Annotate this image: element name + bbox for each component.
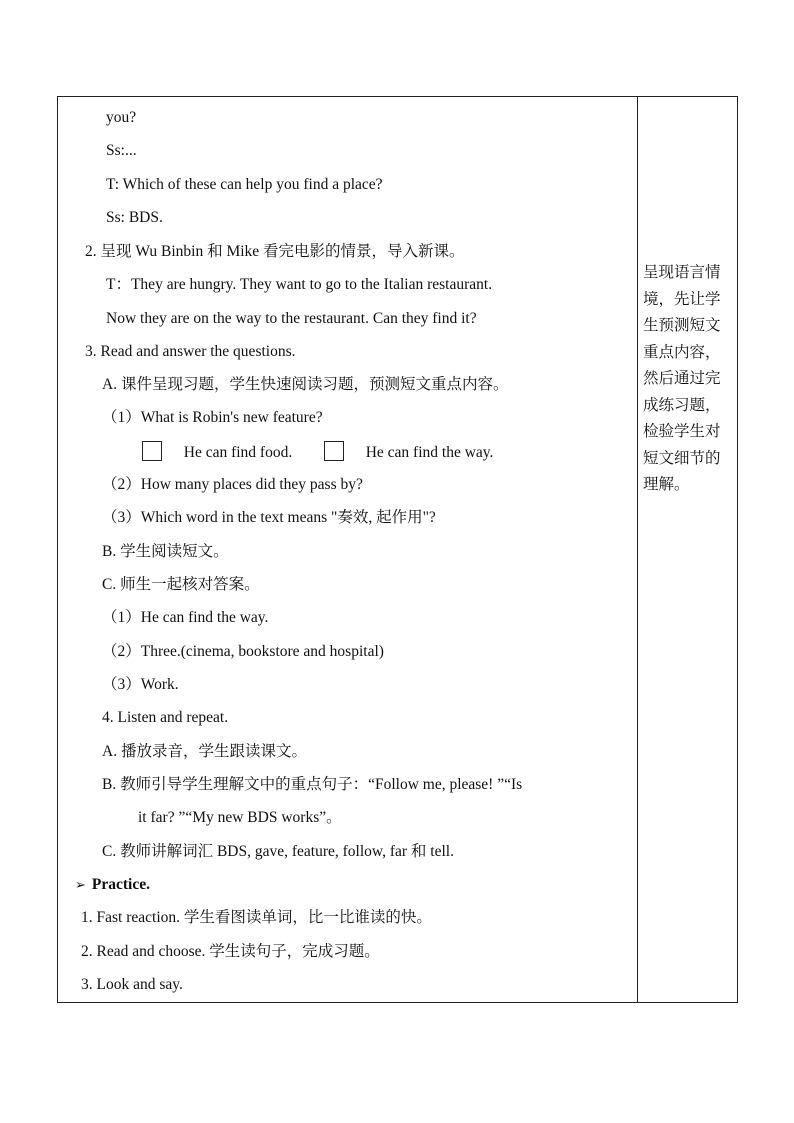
arrow-bullet-icon: ➢ [75,878,86,893]
text-line: （3）Which word in the text means "奏效, 起作用"? [102,509,436,526]
text-line: A. 播放录音，学生跟读课文。 [102,743,307,760]
text-line: 4. Listen and repeat. [102,709,229,726]
text-line: you? [106,109,137,126]
text-line: C. 师生一起核对答案。 [102,576,260,593]
text-line: 1. Fast reaction. 学生看图读单词，比一比谁读的快。 [81,909,432,926]
text-line: Now they are on the way to the restaurant. Can they find it? [106,310,477,327]
text-line: （1）He can find the way. [102,609,269,626]
option-label: He can find food. [183,444,293,461]
text-line: 3. Read and answer the questions. [85,343,296,360]
text-line: B. 学生阅读短文。 [102,543,229,560]
text-line: B. 教师引导学生理解文中的重点句子：“Follow me, please! ”“Is [102,776,523,793]
option-checkbox[interactable] [142,441,162,461]
text-line: 3. Look and say. [81,976,183,993]
lesson-plan-table [57,96,738,1003]
text-line: T: Which of these can help you find a place? [106,176,383,193]
procedure-cell [58,97,637,1002]
text-line: Ss:... [106,142,137,159]
text-line: T：They are hungry. They want to go to the Italian restaurant. [106,276,493,293]
design-intent-note: 呈现语言情境，先让学生预测短文重点内容，然后通过完成练习题，检验学生对短文细节的理解。 [643,264,721,493]
column-divider [637,97,638,1002]
text-line: Ss: BDS. [106,209,163,226]
options-row [142,441,493,463]
text-line: （2）How many places did they pass by? [102,476,363,493]
text-line: A. 课件呈现习题，学生快速阅读习题，预测短文重点内容。 [102,376,509,393]
text-line: 2. 呈现 Wu Binbin 和 Mike 看完电影的情景，导入新课。 [85,243,465,260]
section-heading [75,875,150,896]
text-line: 2. Read and choose. 学生读句子，完成习题。 [81,943,380,960]
option-checkbox[interactable] [324,441,344,461]
text-line: （3）Work. [102,676,179,693]
text-line: （1）What is Robin's new feature? [102,409,323,426]
text-line: C. 教师讲解词汇 BDS, gave, feature, follow, far 和 tell. [102,843,454,860]
option-label: He can find the way. [365,444,494,461]
practice-heading: Practice. [91,876,150,893]
text-line: （2）Three.(cinema, bookstore and hospital) [102,643,384,660]
text-line: it far? ”“My new BDS works”。 [138,809,342,826]
